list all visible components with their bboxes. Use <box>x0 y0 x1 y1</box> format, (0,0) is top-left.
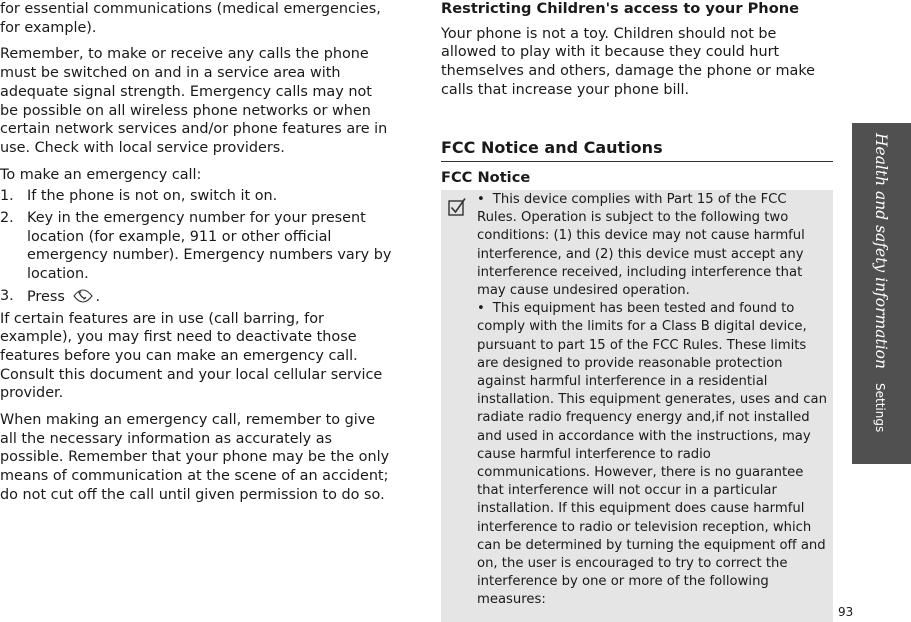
list-item: 1. If the phone is not on, switch it on. <box>0 188 278 205</box>
checkmark-note-icon <box>447 197 467 217</box>
fcc-notice-subheading: FCC Notice <box>441 169 531 186</box>
paragraph-give-information: When making an emergency call, remember to give all the necessary information as accurately as possible. Remember that your phone may be the only means of communication at the scene of an accident; do not cut off the call until given permission to do so. <box>0 412 390 503</box>
page-number: 93 <box>838 605 854 619</box>
paragraph-emergency-intro: for essential communications (medical emergencies, for example). <box>0 1 381 36</box>
fcc-notice-box <box>441 190 833 622</box>
paragraph-emergency-call-lead: To make an emergency call: <box>0 166 202 183</box>
paragraph-signal-requirements: Remember, to make or receive any calls the phone must be switched on and in a service area with adequate signal strength. Emergency calls may not be possible on all wireless phone networks or when certain network services and/or phone features are in use. Check with local service providers. <box>0 46 388 156</box>
right-column <box>441 0 834 608</box>
side-tab-title: Health and safety information <box>872 133 890 369</box>
children-access-heading: Restricting Children's access to your Phone <box>441 0 800 17</box>
fcc-bullet-compliance: • This device complies with Part 15 of the FCC Rules. Operation is subject to the following two conditions: (1) this device may not cause harmful interference, and (2) this device must accept any interference received, including interference that may cause undesired operation. <box>477 192 805 299</box>
side-tab-text <box>872 133 890 432</box>
children-access-text: Your phone is not a toy. Children should not be allowed to play with it because they could hurt themselves and others, damage the phone or make calls that increase your phone bill. <box>441 25 816 98</box>
list-item: 3. Press . <box>0 287 101 305</box>
fcc-notice-text <box>477 191 827 610</box>
section-side-tab <box>852 123 911 464</box>
fcc-section-heading: FCC Notice and Cautions <box>441 137 833 162</box>
list-item: 2. Key in the emergency number for your present location (for example, 911 or other official emergency number). Emergency numbers vary by location. <box>0 210 392 283</box>
left-column <box>0 0 393 513</box>
fcc-bullet-class-b: • This equipment has been tested and found to comply with the limits for a Class B digital device, pursuant to part 15 of the FCC Rules. These limits are designed to provide reasonable protection against harmful interference in a residential installation. This equipment generates, uses and can radiate radio frequency energy and,if not installed and used in accordance with the instructions, may cause harmful interference to radio communications. However, there is no guarantee that interference will not occur in a particular installation. If this equipment does cause harmful interference to radio or television reception, which can be determined by turning the equipment off and on, the user is encouraged to try to correct the interference by one or more of the following measures: <box>477 301 827 608</box>
side-tab-subtitle: Settings <box>873 382 887 433</box>
paragraph-features-in-use: If certain features are in use (call barring, for example), you may first need to deactivate those features before you can make an emergency call. Consult this document and your local cellular service provider. <box>0 310 383 402</box>
send-key-icon <box>71 287 95 305</box>
emergency-steps-list <box>0 187 393 306</box>
